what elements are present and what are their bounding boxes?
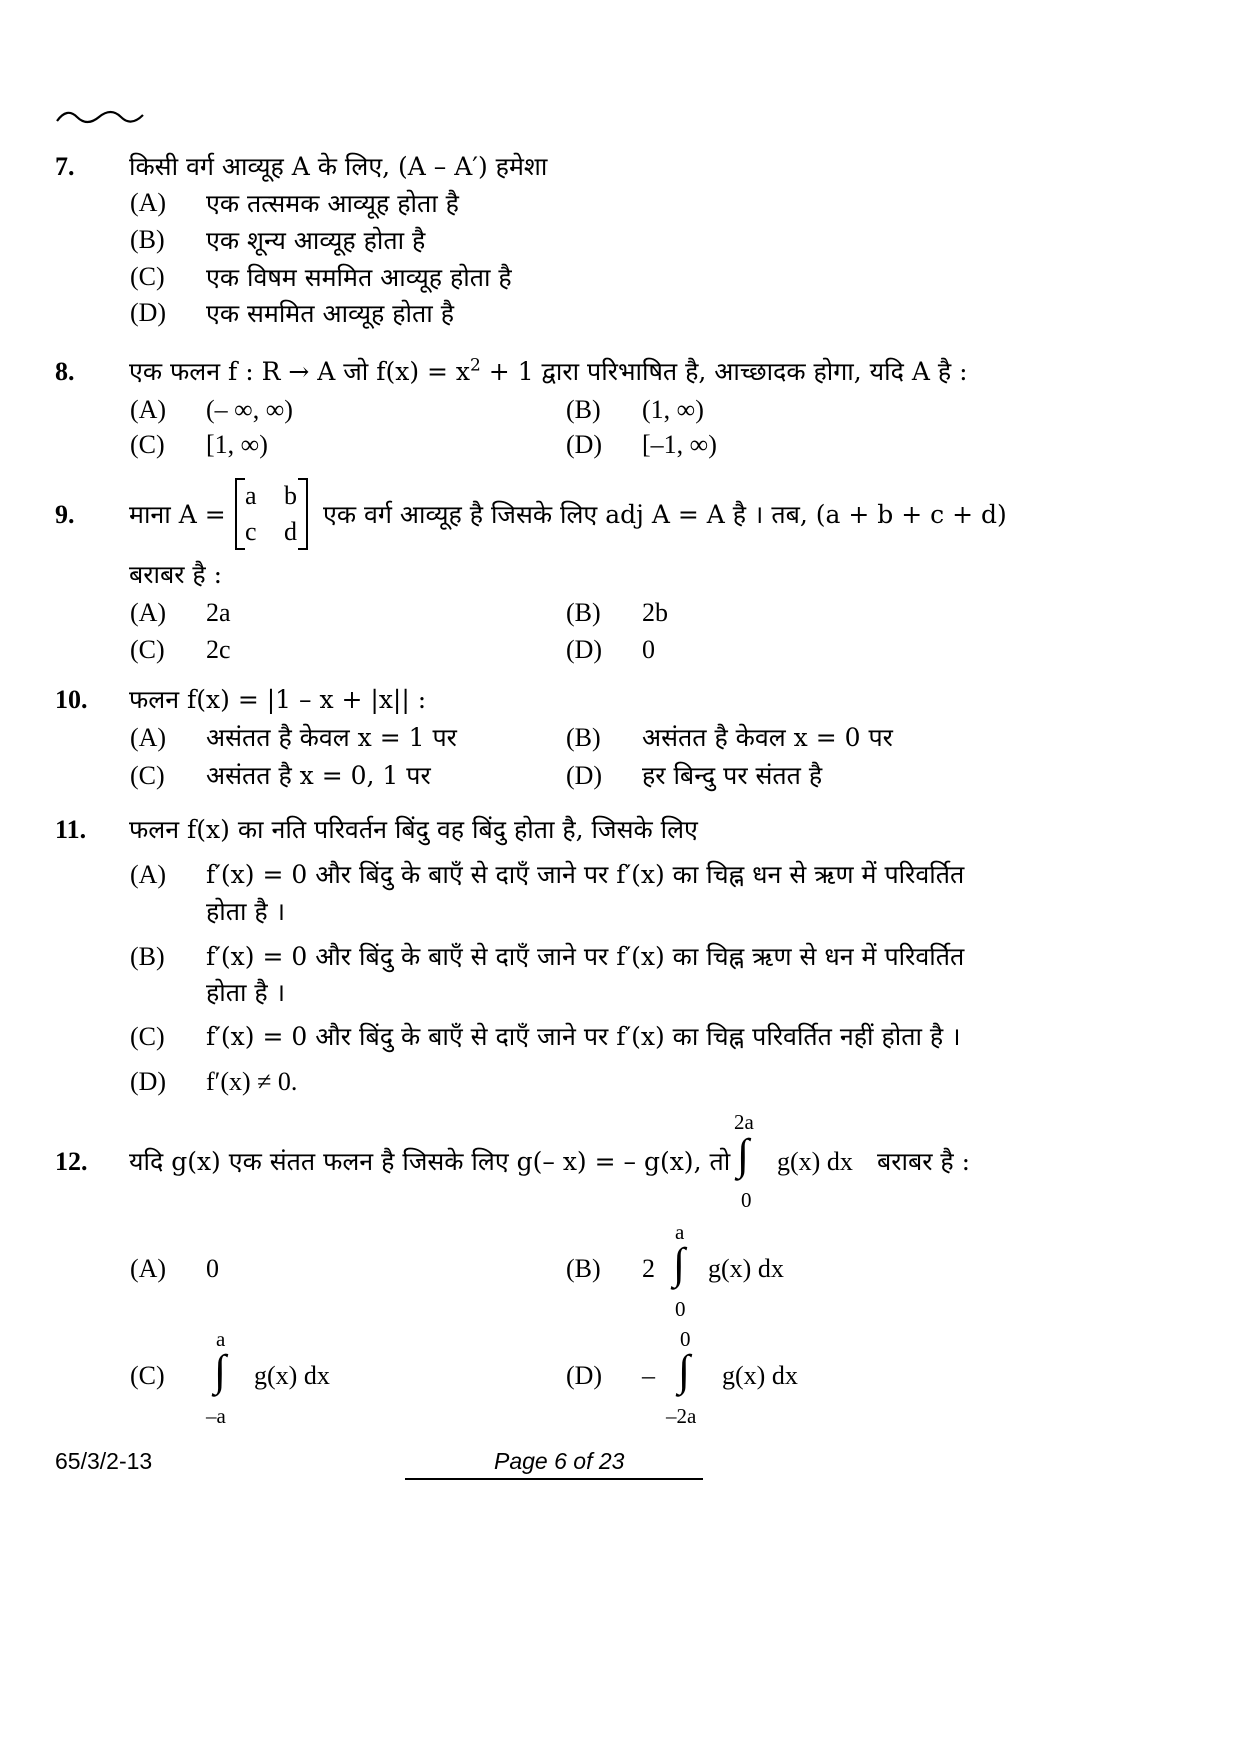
integral-lower-limit: –a — [206, 1404, 226, 1428]
integral-lower-limit: 0 — [741, 1188, 752, 1212]
option-text: f′(x) = 0 और बिंदु के बाएँ से दाएँ जाने पर f′(x) का चिह्न ऋण से धन में परिवर्तित — [206, 942, 965, 971]
option-label: (C) — [130, 1022, 165, 1051]
matrix-entry: d — [284, 517, 297, 546]
option-prefix: – — [642, 1361, 655, 1390]
question-stem: किसी वर्ग आव्यूह A के लिए, (A – A′) हमेशा — [129, 152, 548, 181]
integral-upper-limit: 0 — [680, 1327, 691, 1351]
matrix-entry: c — [245, 517, 257, 546]
option-text: असंतत है x = 0, 1 पर — [206, 761, 431, 790]
option-label: (B) — [566, 1254, 601, 1283]
question-number: 11. — [55, 815, 87, 844]
option-label: (A) — [130, 723, 167, 752]
integral-sign: ∫ — [737, 1130, 750, 1179]
option-text: एक शून्य आव्यूह होता है — [206, 226, 426, 255]
integrand: g(x) dx — [254, 1361, 330, 1390]
question-stem: यदि g(x) एक संतत फलन है जिसके लिए g(– x) = – g(x), तो — [129, 1147, 731, 1176]
option-label: (A) — [130, 188, 167, 217]
integrand: g(x) dx — [777, 1147, 853, 1176]
option-text: असंतत है केवल x = 1 पर — [206, 723, 457, 752]
integral-sign: ∫ — [214, 1346, 227, 1395]
integrand: g(x) dx — [708, 1254, 784, 1283]
option-text: एक तत्समक आव्यूह होता है — [206, 189, 459, 218]
question-number: 10. — [55, 685, 88, 714]
question-number: 7. — [55, 152, 75, 181]
option-label: (C) — [130, 761, 165, 790]
option-label: (C) — [130, 635, 165, 664]
option-prefix: 2 — [642, 1254, 655, 1283]
option-text: होता है । — [206, 897, 286, 926]
question-stem-cont: एक वर्ग आव्यूह है जिसके लिए adj A = A है । तब, (a + b + c + d) — [323, 500, 1007, 529]
option-text: 2c — [206, 635, 231, 664]
option-label: (D) — [566, 430, 603, 459]
option-label: (A) — [130, 598, 167, 627]
option-label: (A) — [130, 860, 167, 889]
question-number: 8. — [55, 357, 75, 386]
question-stem-cont: बराबर है : — [129, 560, 223, 589]
option-text: 0 — [206, 1254, 219, 1283]
option-text: [1, ∞) — [206, 430, 268, 459]
option-text: 2a — [206, 598, 231, 627]
option-label: (B) — [566, 723, 601, 752]
option-text: f′(x) = 0 और बिंदु के बाएँ से दाएँ जाने पर f′(x) का चिह्न परिवर्तित नहीं होता है । — [206, 1022, 961, 1051]
integral-upper-limit: 2a — [734, 1110, 754, 1134]
question-stem: फलन f(x) का नति परिवर्तन बिंदु वह बिंदु होता है, जिसके लिए — [129, 815, 698, 844]
option-label: (A) — [130, 395, 167, 424]
option-text: 0 — [642, 635, 655, 664]
option-text: हर बिन्दु पर संतत है — [642, 761, 823, 790]
option-label: (A) — [130, 1254, 167, 1283]
option-text: असंतत है केवल x = 0 पर — [642, 723, 893, 752]
matrix-entry: b — [284, 481, 297, 510]
option-label: (B) — [130, 942, 165, 971]
option-label: (D) — [566, 1361, 603, 1390]
option-label: (B) — [566, 598, 601, 627]
integral-lower-limit: –2a — [666, 1404, 697, 1428]
option-text: [–1, ∞) — [642, 430, 717, 459]
page-number: Page 6 of 23 — [494, 1448, 625, 1474]
option-text: (1, ∞) — [642, 395, 704, 424]
option-label: (C) — [130, 430, 165, 459]
integral-sign: ∫ — [673, 1239, 686, 1288]
integrand: g(x) dx — [722, 1361, 798, 1390]
question-stem: फलन f(x) = |1 – x + |x|| : — [129, 685, 427, 714]
paper-code: 65/3/2-13 — [55, 1448, 153, 1474]
option-label: (D) — [566, 761, 603, 790]
question-number: 9. — [55, 500, 75, 529]
question-stem: एक फलन f : R → A जो $f(x) = x^2 + 1$ द्वारा परिभाषित है, आच्छादक होगा, यदि A है : — [129, 355, 968, 386]
option-label: (C) — [130, 262, 165, 291]
header-squiggle — [55, 103, 147, 129]
option-label: (B) — [130, 225, 165, 254]
option-label: (D) — [130, 1067, 167, 1096]
option-label: (B) — [566, 395, 601, 424]
option-label: (C) — [130, 1361, 165, 1390]
option-text: f′(x) ≠ 0. — [206, 1067, 298, 1096]
footer-rule — [405, 1478, 703, 1480]
option-text: एक सममित आव्यूह होता है — [206, 299, 454, 328]
option-text: होता है । — [206, 978, 286, 1007]
option-text: f′(x) = 0 और बिंदु के बाएँ से दाएँ जाने पर f′(x) का चिह्न धन से ऋण में परिवर्तित — [206, 860, 965, 889]
question-stem-cont: बराबर है : — [877, 1147, 971, 1176]
option-label: (D) — [566, 635, 603, 664]
option-text: एक विषम सममित आव्यूह होता है — [206, 263, 512, 292]
integral-upper-limit: a — [675, 1220, 685, 1244]
option-text: 2b — [642, 598, 668, 627]
option-label: (D) — [130, 298, 167, 327]
integral-lower-limit: 0 — [675, 1297, 686, 1321]
matrix-entry: a — [245, 481, 257, 510]
integral-upper-limit: a — [216, 1327, 226, 1351]
option-text: (– ∞, ∞) — [206, 395, 293, 424]
question-number: 12. — [55, 1147, 88, 1176]
integral-sign: ∫ — [678, 1346, 691, 1395]
question-stem: माना A = — [129, 500, 226, 529]
